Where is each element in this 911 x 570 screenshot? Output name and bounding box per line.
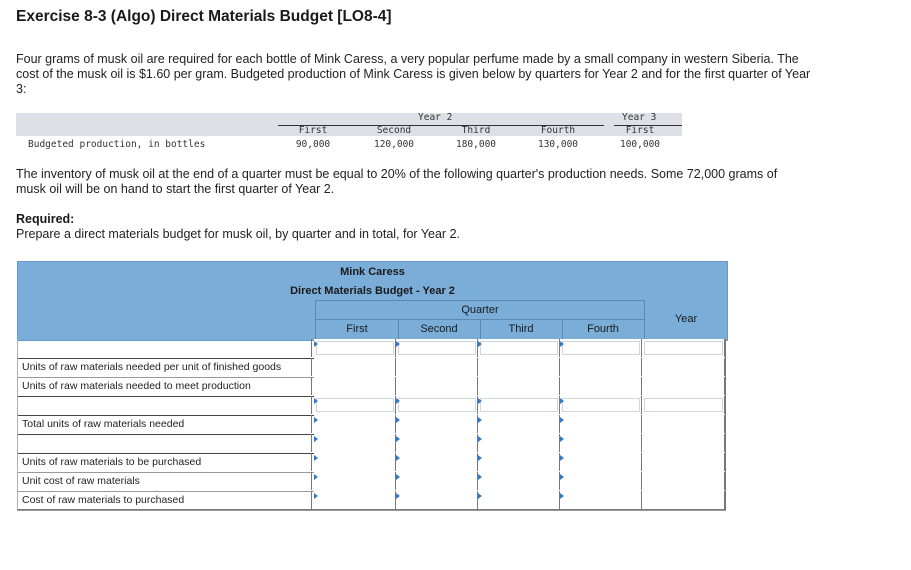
budget-blank-row	[17, 339, 726, 359]
budget-input-fourth[interactable]	[560, 339, 642, 357]
budget-blank-row	[17, 434, 726, 454]
budget-input-year[interactable]	[642, 472, 725, 490]
budget-input-first[interactable]	[314, 396, 396, 414]
budget-input-second[interactable]	[396, 453, 478, 471]
budget-input-first[interactable]	[314, 358, 396, 376]
budget-input-year[interactable]	[642, 453, 725, 471]
budget-input-fourth[interactable]	[560, 434, 642, 452]
budget-input-third[interactable]	[478, 339, 560, 357]
page-title: Exercise 8-3 (Algo) Direct Materials Budget [LO8-4]	[16, 8, 392, 25]
year3-label: Year 3	[622, 112, 657, 123]
budget-input-year[interactable]	[642, 396, 725, 414]
budget-input-second[interactable]	[396, 396, 478, 414]
required-section	[16, 212, 460, 242]
budget-row	[17, 453, 726, 473]
budget-row-label	[17, 396, 312, 414]
budget-input-third[interactable]	[478, 453, 560, 471]
budget-row	[17, 358, 726, 378]
quarter-label: Quarter	[461, 304, 499, 316]
budget-input-first[interactable]	[314, 453, 396, 471]
budget-input-fourth[interactable]	[560, 415, 642, 433]
budget-row-label: Cost of raw materials to purchased	[17, 491, 312, 509]
col-fourth: Fourth	[587, 323, 619, 335]
budget-row	[17, 472, 726, 492]
col-third: Third	[508, 323, 534, 335]
budget-input-year[interactable]	[642, 434, 725, 452]
required-text: Prepare a direct materials budget for musk oil, by quarter and in total, for Year 2.	[16, 227, 460, 241]
budget-row-label: Units of raw materials needed per unit of finished goods	[17, 358, 312, 376]
budget-input-second[interactable]	[396, 358, 478, 376]
production-row-label: Budgeted production, in bottles	[28, 139, 206, 150]
production-value-q1: 90,000	[295, 139, 331, 150]
budget-input-third[interactable]	[478, 434, 560, 452]
budget-row-label	[17, 434, 312, 452]
budget-input-second[interactable]	[396, 434, 478, 452]
quarter-rule	[315, 300, 644, 301]
budget-input-second[interactable]	[396, 415, 478, 433]
budget-input-fourth[interactable]	[560, 472, 642, 490]
production-value-q2: 120,000	[373, 139, 415, 150]
budget-row-label: Unit cost of raw materials	[17, 472, 312, 490]
budget-input-fourth[interactable]	[560, 396, 642, 414]
budget-input-second[interactable]	[396, 491, 478, 509]
budget-blank-row	[17, 396, 726, 416]
problem-intro: Four grams of musk oil are required for each bottle of Mink Caress, a very popular perfume made by a small company in western Siberia. The cost of the musk oil is $1.60 per gram. Budgeted production of Mink Caress is given below by quarters for Year 2 and for the first quarter of Year 3:	[16, 52, 811, 96]
budget-input-year[interactable]	[642, 358, 725, 376]
budget-input-third[interactable]	[478, 472, 560, 490]
year2-label: Year 2	[418, 112, 453, 123]
budget-row-label: Total units of raw materials needed	[17, 415, 312, 433]
budget-input-second[interactable]	[396, 472, 478, 490]
production-value-y3q1: 100,000	[619, 139, 661, 150]
budget-input-fourth[interactable]	[560, 491, 642, 509]
budget-row	[17, 415, 726, 435]
col-second: Second	[420, 323, 458, 335]
budget-input-year[interactable]	[642, 377, 725, 395]
budget-input-second[interactable]	[396, 339, 478, 357]
budget-row	[17, 491, 726, 511]
inventory-text: The inventory of musk oil at the end of a quarter must be equal to 20% of the following quarter's production needs. Some 72,000 grams of musk oil will be on hand to start the first quarter of Year 2.	[16, 167, 778, 196]
budget-input-second[interactable]	[396, 377, 478, 395]
required-label: Required:	[16, 212, 75, 226]
budget-input-first[interactable]	[314, 491, 396, 509]
col-first: First	[346, 323, 368, 335]
quarter-first: First	[298, 125, 328, 136]
budget-input-first[interactable]	[314, 339, 396, 357]
production-value-q3: 180,000	[455, 139, 497, 150]
budget-input-first[interactable]	[314, 472, 396, 490]
col-year: Year	[674, 313, 698, 325]
budget-input-third[interactable]	[478, 377, 560, 395]
production-table	[16, 112, 686, 154]
budget-title: Direct Materials Budget - Year 2	[290, 285, 455, 297]
budget-input-first[interactable]	[314, 434, 396, 452]
budget-row-label: Units of raw materials to be purchased	[17, 453, 312, 471]
quarter-second: Second	[376, 125, 412, 136]
quarter-third: Third	[461, 125, 491, 136]
budget-input-fourth[interactable]	[560, 358, 642, 376]
budget-company: Mink Caress	[340, 266, 405, 278]
budget-input-third[interactable]	[478, 415, 560, 433]
budget-input-first[interactable]	[314, 415, 396, 433]
budget-header	[17, 261, 728, 341]
budget-input-year[interactable]	[642, 415, 725, 433]
quarter-first-year3: First	[625, 125, 655, 136]
budget-row-label	[17, 339, 312, 357]
budget-input-fourth[interactable]	[560, 377, 642, 395]
direct-materials-budget	[17, 261, 728, 511]
budget-input-year[interactable]	[642, 491, 725, 509]
budget-input-third[interactable]	[478, 396, 560, 414]
budget-row-label: Units of raw materials needed to meet production	[17, 377, 312, 395]
budget-input-fourth[interactable]	[560, 453, 642, 471]
production-value-q4: 130,000	[537, 139, 579, 150]
quarter-fourth: Fourth	[540, 125, 576, 136]
budget-row	[17, 377, 726, 397]
budget-input-third[interactable]	[478, 491, 560, 509]
budget-input-third[interactable]	[478, 358, 560, 376]
budget-input-year[interactable]	[642, 339, 725, 357]
budget-input-first[interactable]	[314, 377, 396, 395]
